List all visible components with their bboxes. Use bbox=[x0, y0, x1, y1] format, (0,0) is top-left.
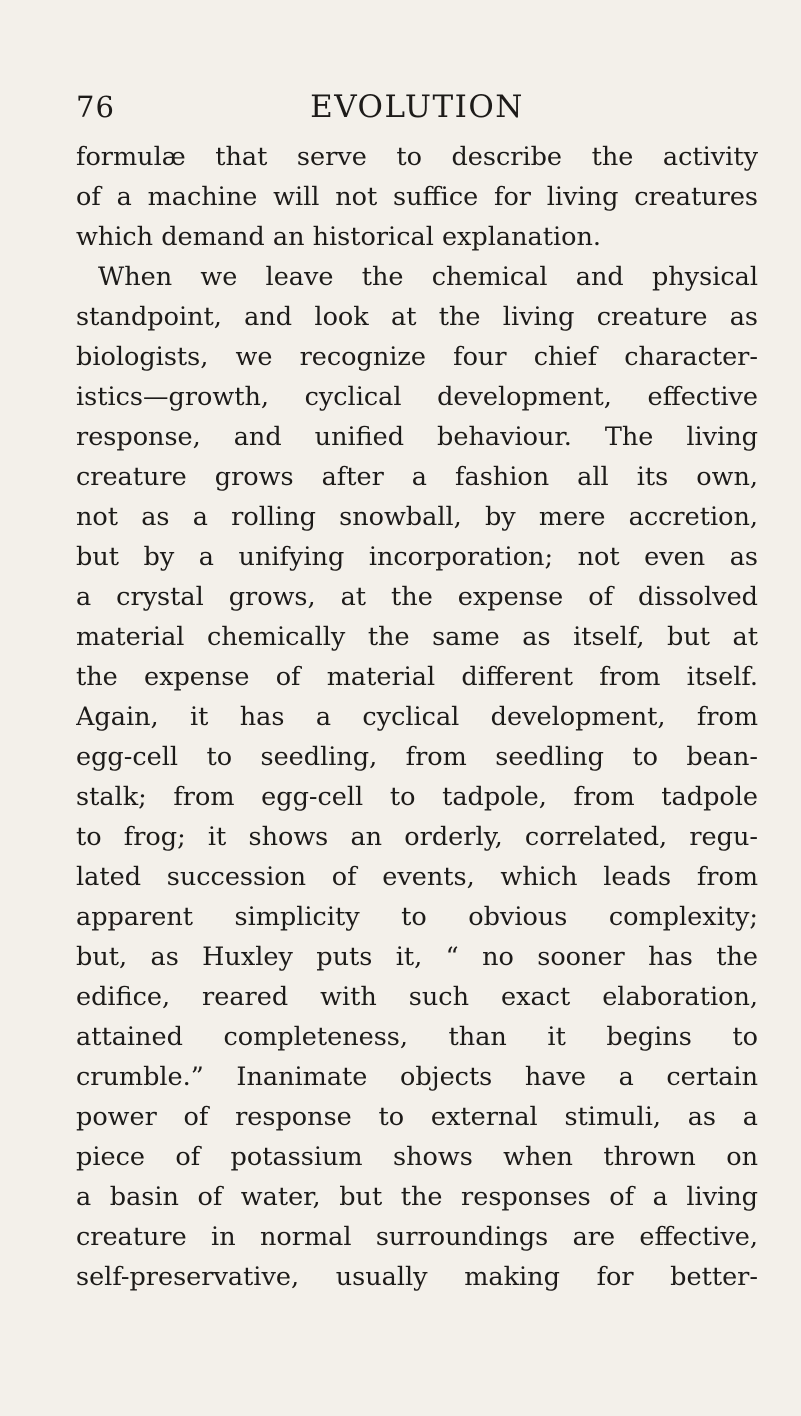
text-line: creature grows after a fashion all its own, bbox=[76, 462, 758, 492]
text-line: stalk; from egg-cell to tadpole, from tadpole bbox=[76, 782, 758, 812]
text-line: formulæ that serve to describe the activity bbox=[76, 142, 758, 172]
text-line: When we leave the chemical and physical bbox=[98, 262, 758, 292]
text-line: self-preservative, usually making for better- bbox=[76, 1262, 758, 1292]
text-line: biologists, we recognize four chief character- bbox=[76, 342, 758, 372]
running-head bbox=[76, 90, 758, 134]
running-title: EVOLUTION bbox=[310, 89, 524, 125]
text-line: edifice, reared with such exact elaboration, bbox=[76, 982, 758, 1012]
text-line: creature in normal surroundings are effective, bbox=[76, 1222, 758, 1252]
text-line: not as a rolling snowball, by mere accretion, bbox=[76, 502, 758, 532]
text-line: a crystal grows, at the expense of dissolved bbox=[76, 582, 758, 612]
text-line: piece of potassium shows when thrown on bbox=[76, 1142, 758, 1172]
text-line: egg-cell to seedling, from seedling to bean- bbox=[76, 742, 758, 772]
text-line: crumble.” Inanimate objects have a certain bbox=[76, 1062, 758, 1092]
text-line: material chemically the same as itself, but at bbox=[76, 622, 758, 652]
text-line: the expense of material different from itself. bbox=[76, 662, 758, 692]
body-text bbox=[76, 137, 758, 1297]
text-line: standpoint, and look at the living creature as bbox=[76, 302, 758, 332]
text-line: response, and unified behaviour. The living bbox=[76, 422, 758, 452]
text-line: but, as Huxley puts it, “ no sooner has the bbox=[76, 942, 758, 972]
text-line: of a machine will not suffice for living creatures bbox=[76, 182, 758, 212]
text-line: to frog; it shows an orderly, correlated, regu- bbox=[76, 822, 758, 852]
text-line: lated succession of events, which leads from bbox=[76, 862, 758, 892]
page-number: 76 bbox=[76, 90, 115, 124]
text-line: Again, it has a cyclical development, from bbox=[76, 702, 758, 732]
text-line: istics—growth, cyclical development, effective bbox=[76, 382, 758, 412]
text-line: a basin of water, but the responses of a living bbox=[76, 1182, 758, 1212]
text-line: but by a unifying incorporation; not even as bbox=[76, 542, 758, 572]
text-line: apparent simplicity to obvious complexity; bbox=[76, 902, 758, 932]
text-line: which demand an historical explanation. bbox=[76, 222, 602, 252]
text-line: power of response to external stimuli, as a bbox=[76, 1102, 758, 1132]
text-line: attained completeness, than it begins to bbox=[76, 1022, 758, 1052]
